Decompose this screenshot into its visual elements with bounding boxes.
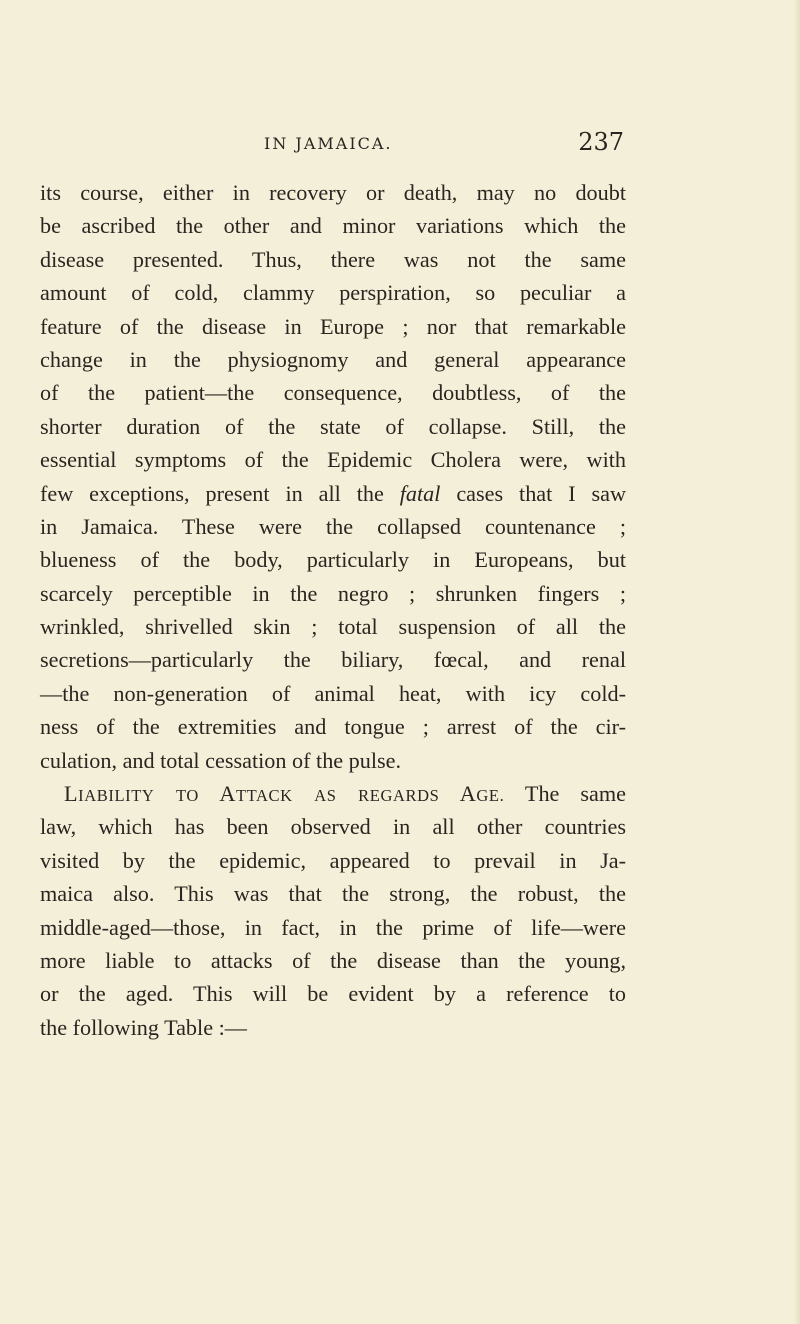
text-run: few exceptions, present in all the: [40, 480, 384, 506]
text-line: wrinkled, shrivelled skin ; total suspension of all the: [40, 614, 626, 640]
text-line: more liable to attacks of the disease than the young,: [40, 947, 626, 973]
text-line: amount of cold, clammy perspiration, so peculiar a: [40, 280, 626, 306]
text-line: be ascribed the other and minor variations which the: [40, 213, 626, 239]
text-line: essential symptoms of the Epidemic Cholera were, with: [40, 447, 626, 473]
section-heading-line: [40, 777, 626, 810]
text-line: ness of the extremities and tongue ; arrest of the cir-: [40, 714, 626, 740]
text-line: —the non-generation of animal heat, with icy cold-: [40, 680, 626, 706]
page-header: [152, 128, 624, 160]
text-line: blueness of the body, particularly in Europeans, but: [40, 547, 626, 573]
text-line: the following Table :—: [40, 1014, 247, 1040]
section-heading: LIABILITY TO ATTACK AS REGARDS AGE.: [64, 781, 505, 807]
text-run: cases that I saw: [456, 480, 626, 506]
body-text: [40, 176, 626, 1044]
page-edge-shadow: [794, 0, 800, 1324]
text-line: change in the physiognomy and general appearance: [40, 346, 626, 372]
text-line: law, which has been observed in all other countries: [40, 814, 626, 840]
text-line: culation, and total cessation of the pulse.: [40, 747, 402, 773]
text-line: secretions—particularly the biliary, fœcal, and renal: [40, 647, 626, 673]
text-line: of the patient—the consequence, doubtless, of the: [40, 380, 626, 406]
text-line: feature of the disease in Europe ; nor that remarkable: [40, 313, 626, 339]
text-line: middle-aged—those, in fact, in the prime of life—were: [40, 914, 626, 940]
text-line: its course, either in recovery or death, may no doubt: [40, 180, 626, 205]
page-number: 237: [578, 128, 624, 156]
text-run: The same: [524, 781, 626, 807]
text-line: in Jamaica. These were the collapsed countenance ;: [40, 513, 626, 539]
running-head: IN JAMAICA.: [264, 134, 393, 153]
text-line: maica also. This was that the strong, the robust, the: [40, 881, 626, 907]
text-line: or the aged. This will be evident by a reference to: [40, 981, 626, 1007]
text-line: visited by the epidemic, appeared to prevail in Ja-: [40, 847, 626, 873]
italic-word: fatal: [399, 480, 441, 506]
text-line-with-italic: [40, 477, 626, 510]
text-line: scarcely perceptible in the negro ; shrunken fingers ;: [40, 580, 626, 606]
text-line: disease presented. Thus, there was not the same: [40, 246, 626, 272]
text-line: shorter duration of the state of collapse. Still, the: [40, 413, 626, 439]
